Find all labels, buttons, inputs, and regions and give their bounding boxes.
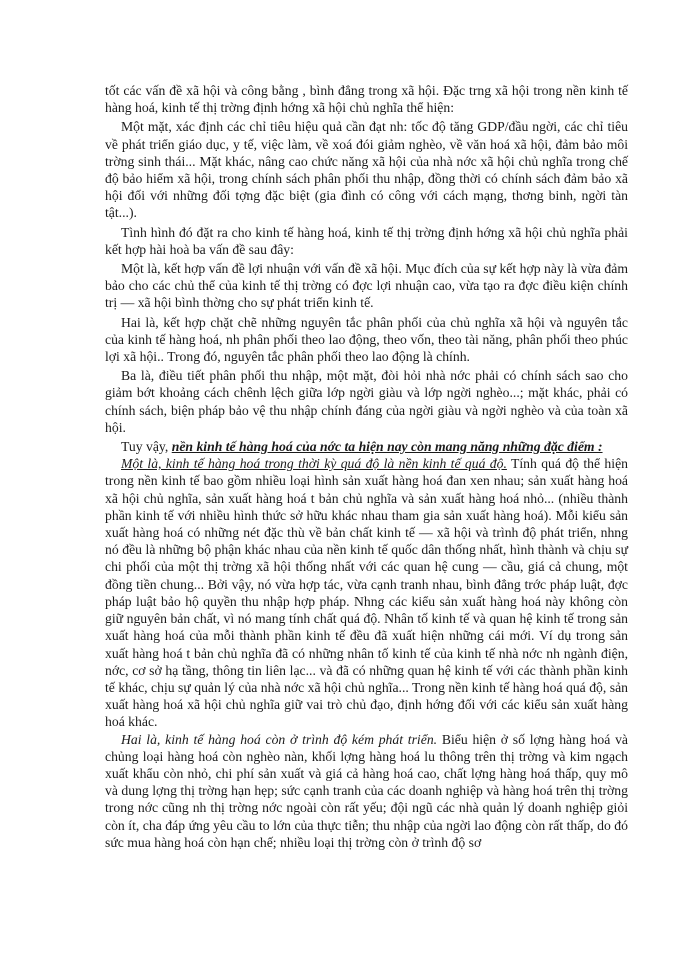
subheading-transitional: Một là, kinh tế hàng hoá trong thời kỳ quá độ là nền kinh tế quá độ. — [121, 456, 507, 472]
document-page — [105, 82, 628, 851]
paragraph-point-one: Một là, kết hợp vấn đề lợi nhuận với vấn đề xã hội. Mục đích của sự kết hợp này là vừa đảm bảo cho các chủ thể của kinh tế thị trờng có đợc lợi nhuận cao, vừa tạo ra đợc điều kiện chính trị — xã hội bình thờng cho sự phát triển kinh tế. — [105, 261, 628, 311]
paragraph-transitional — [105, 455, 628, 730]
paragraph-intro: tốt các vấn đề xã hội và công bằng , bình đẳng trong xã hội. Đặc trng xã hội trong nền kinh tế hàng hoá, kinh tế thị trờng định hớng xã hội chủ nghĩa thể hiện: — [105, 83, 628, 116]
subheading-underdeveloped: Hai là, kinh tế hàng hoá còn ở trình độ kém phát triển. — [121, 731, 438, 747]
body-transitional: Tính quá độ thể hiện trong nền kinh tế bao gồm nhiều loại hình sản xuất hàng hoá đan xen nhau; sản xuất hàng hoá xã hội chủ nghĩa, sản xuất hàng hoá t bản chủ nghĩa và sản xuất hàng hoá nhỏ... (nhiều thành phần kinh tế với nhiều hình thức sở hữu khác nhau tham gia sản xuất hàng hoá). Mỗi kiểu sản xuất hàng hoá có những nét đặc thù về bản chất kinh tế — xã hội và trình độ phát triển, nhng nó đều là những bộ phận khác nhau của nền kinh tế quốc dân thống nhất, hình thành và chịu sự chi phối của một thị trờng xã hội thống nhất với các quan hệ cung — cầu, giá cả chung, một đồng tiền chung... Bởi vậy, nó vừa hợp tác, vừa cạnh tranh nhau, bình đẳng trớc pháp luật, đợc pháp luật bảo hộ quyền thu nhập hợp pháp. Nhng các kiểu sản xuất hàng hoá này không còn giữ nguyên bản chất, vì nó mang tính chất quá độ. Nhân tố kinh tế và quan hệ kinh tế trong sản xuất hàng hoá của mỗi thành phần kinh tế đều đã xuất hiện những cái mới. Ví dụ trong sản xuất hàng hoá t bản chủ nghĩa đã có những nhân tố kinh tế của kinh tế nhà nớc nh ngành điện, nớc, cơ sở hạ tầng, thông tin liên lạc... và đã có những quan hệ kinh tế với các thành phần kinh tế khác, chịu sự quản lý của nhà nớc xã hội chủ nghĩa... Trong nền kinh tế hàng hoá quá độ, sản xuất hàng hoá xã hội chủ nghĩa giữ vai trò chủ đạo, định hớng đối với các kiểu sản xuất hàng hoá khác. — [105, 456, 628, 730]
section-heading: nền kinh tế hàng hoá của nớc ta hiện nay còn mang năng những đặc điểm : — [171, 439, 603, 455]
paragraph-point-three: Ba là, điều tiết phân phối thu nhập, một mặt, đòi hỏi nhà nớc phải có chính sách sao cho giảm bớt khoảng cách chênh lệch giữa lớp ngời giàu và lớp ngời nghèo...; mặt khác, phải có chính sách, biện pháp bảo vệ thu nhập chính đáng của ngời giàu và ngời nghèo và của toàn xã hội. — [105, 368, 628, 435]
paragraph-characteristics-lead — [105, 438, 628, 455]
paragraph-point-two: Hai là, kết hợp chặt chẽ những nguyên tắc phân phối của chủ nghĩa xã hội và nguyên tắc của kinh tế hàng hoá, nh phân phối theo lao động, theo vốn, theo tài năng, phân phối theo phúc lợi xã hội.. Trong đó, nguyên tắc phân phối theo lao động là chính. — [105, 314, 628, 365]
paragraph-underdeveloped — [105, 731, 628, 851]
lead-text: Tuy vậy, — [121, 439, 172, 455]
paragraph-situation: Tình hình đó đặt ra cho kinh tế hàng hoá, kinh tế thị trờng định hớng xã hội chủ nghĩa phải kết hợp hài hoà ba vấn đề sau đây: — [105, 224, 628, 257]
body-underdeveloped: Biểu hiện ở số lợng hàng hoá và chủng loại hàng hoá còn nghèo nàn, khối lợng hàng hoá lu thông trên thị trờng và kim ngạch xuất khẩu còn nhỏ, chi phí sản xuất và giá cả hàng hoá cao, chất lợng hàng hoá thấp, quy mô và dung lợng thị trờng hạn hẹp; sức cạnh tranh của các doanh nghiệp và hàng hoá trên thị trờng trong nớc cũng nh thị trờng nớc ngoài còn rất yếu; đội ngũ các nhà quản lý doanh nghiệp giỏi còn ít, cha đáp ứng yêu cầu to lớn của thực tiễn; thu nhập của ngời lao động còn rất thấp, do đó sức mua hàng hoá còn hạn chế; nhiều loại thị trờng còn ở trình độ sơ — [105, 731, 629, 850]
paragraph-indicators: Một mặt, xác định các chỉ tiêu hiệu quả cần đạt nh: tốc độ tăng GDP/đầu ngời, các chỉ tiêu về phát triển giáo dục, y tế, việc làm, về xoá đói giảm nghèo, về văn hoá xã hội, đảm bảo môi trờng sinh thái... Mặt khác, nâng cao chức năng xã hội của nhà nớc xã hội chủ nghĩa trong chế độ bảo hiểm xã hội, trong chính sách phân phối thu nhập, đồng thời có chính sách đảm bảo xã hội đối với những đối tợng đặc biệt (gia đình có công với cách mạng, thơng binh, ngời tàn tật...). — [105, 119, 628, 221]
